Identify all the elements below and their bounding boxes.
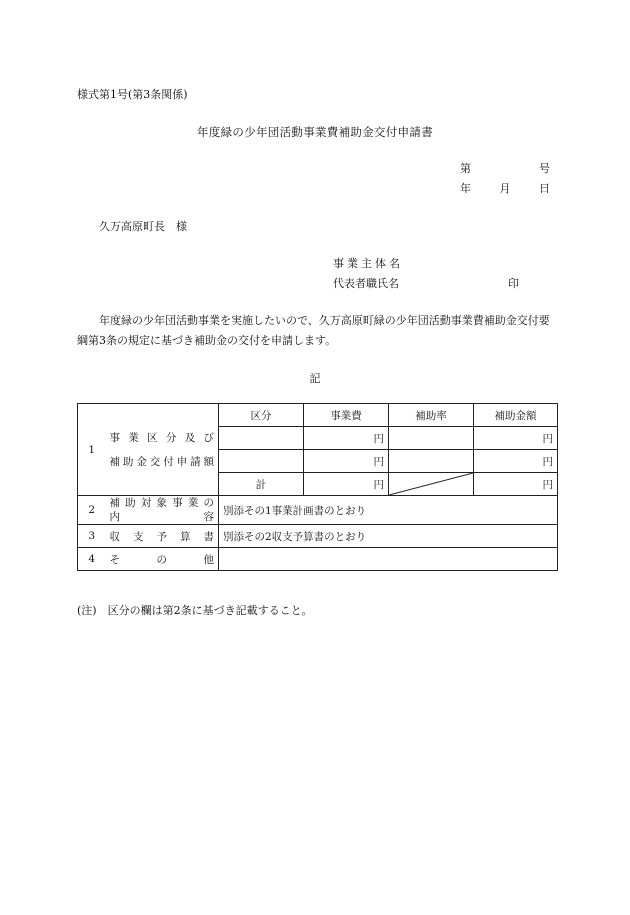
- row4-label: [106, 548, 219, 571]
- project-cost-cell[interactable]: 円: [304, 427, 389, 450]
- col-header-category: 区分: [219, 404, 304, 427]
- subsidy-rate-cell[interactable]: [389, 427, 474, 450]
- row1-number: 1: [78, 404, 106, 496]
- row2-label-line2b: 容: [203, 511, 214, 523]
- row4-number: 4: [78, 548, 106, 571]
- project-cost-cell[interactable]: 円: [304, 450, 389, 473]
- reference-number-block: [460, 160, 550, 200]
- document-number-row: [460, 160, 550, 180]
- row4-value[interactable]: [219, 548, 558, 571]
- entity-name-label: 事業主体名: [333, 257, 403, 270]
- footnote: (注) 区分の欄は第2条に基づき記載すること。: [77, 604, 313, 617]
- representative-label: 代表者職氏名: [333, 277, 399, 290]
- row1-label: [106, 404, 219, 496]
- row4-label-text: その他: [109, 553, 214, 566]
- ki-heading: 記: [309, 372, 321, 385]
- row1-label-line2: 補助金交付申請額: [109, 455, 214, 468]
- row1-label-line1: 事業区分及び: [109, 431, 214, 444]
- date-day: 日: [539, 182, 550, 195]
- number-prefix: 第: [460, 162, 471, 175]
- row2-label-line2: [110, 510, 215, 524]
- row3-value: 別添その2収支予算書のとおり: [219, 525, 558, 548]
- category-cell[interactable]: [219, 450, 304, 473]
- date-month: 月: [499, 182, 511, 195]
- application-statement: 年度緑の少年団活動事業を実施したいので、久万高原町緑の少年団活動事業費補助金交付要綱第3条の規定に基づき補助金の交付を申請します。: [77, 314, 550, 347]
- row2-label-line1: 補助対象事業の: [109, 497, 214, 509]
- total-rate-diagonal-cell: [389, 473, 474, 496]
- document-title: 年度緑の少年団活動事業費補助金交付申請書: [197, 125, 433, 139]
- row2-number: 2: [78, 496, 106, 525]
- category-cell[interactable]: [219, 427, 304, 450]
- col-header-subsidy-amount: 補助金額: [474, 404, 558, 427]
- addressee: 久万高原町長 様: [99, 220, 187, 233]
- row3-number: 3: [78, 525, 106, 548]
- total-project-cost-cell[interactable]: 円: [304, 473, 389, 496]
- row2-label: [106, 496, 219, 525]
- row2-label-line2a: 内: [109, 511, 120, 523]
- table-header-row: [78, 404, 558, 427]
- table-row: [78, 525, 558, 548]
- subsidy-amount-cell[interactable]: 円: [474, 427, 558, 450]
- subsidy-rate-cell[interactable]: [389, 450, 474, 473]
- total-label: 計: [219, 473, 304, 496]
- subsidy-amount-cell[interactable]: 円: [474, 450, 558, 473]
- date-year: 年: [460, 182, 471, 195]
- diagonal-line: [389, 473, 473, 495]
- row3-label-text: 収支予算書: [109, 530, 214, 543]
- table-row: [78, 548, 558, 571]
- number-suffix: 号: [539, 162, 550, 175]
- form-number: 様式第1号(第3条関係): [77, 88, 188, 101]
- application-table: [77, 403, 558, 571]
- applicant-block: [333, 255, 403, 295]
- row2-value: 別添その1事業計画書のとおり: [219, 496, 558, 525]
- date-row: [460, 180, 550, 200]
- col-header-project-cost: 事業費: [304, 404, 389, 427]
- row3-label: [106, 525, 219, 548]
- seal-mark: 印: [508, 277, 519, 290]
- table-row: [78, 496, 558, 525]
- total-subsidy-amount-cell[interactable]: 円: [474, 473, 558, 496]
- col-header-subsidy-rate: 補助率: [389, 404, 474, 427]
